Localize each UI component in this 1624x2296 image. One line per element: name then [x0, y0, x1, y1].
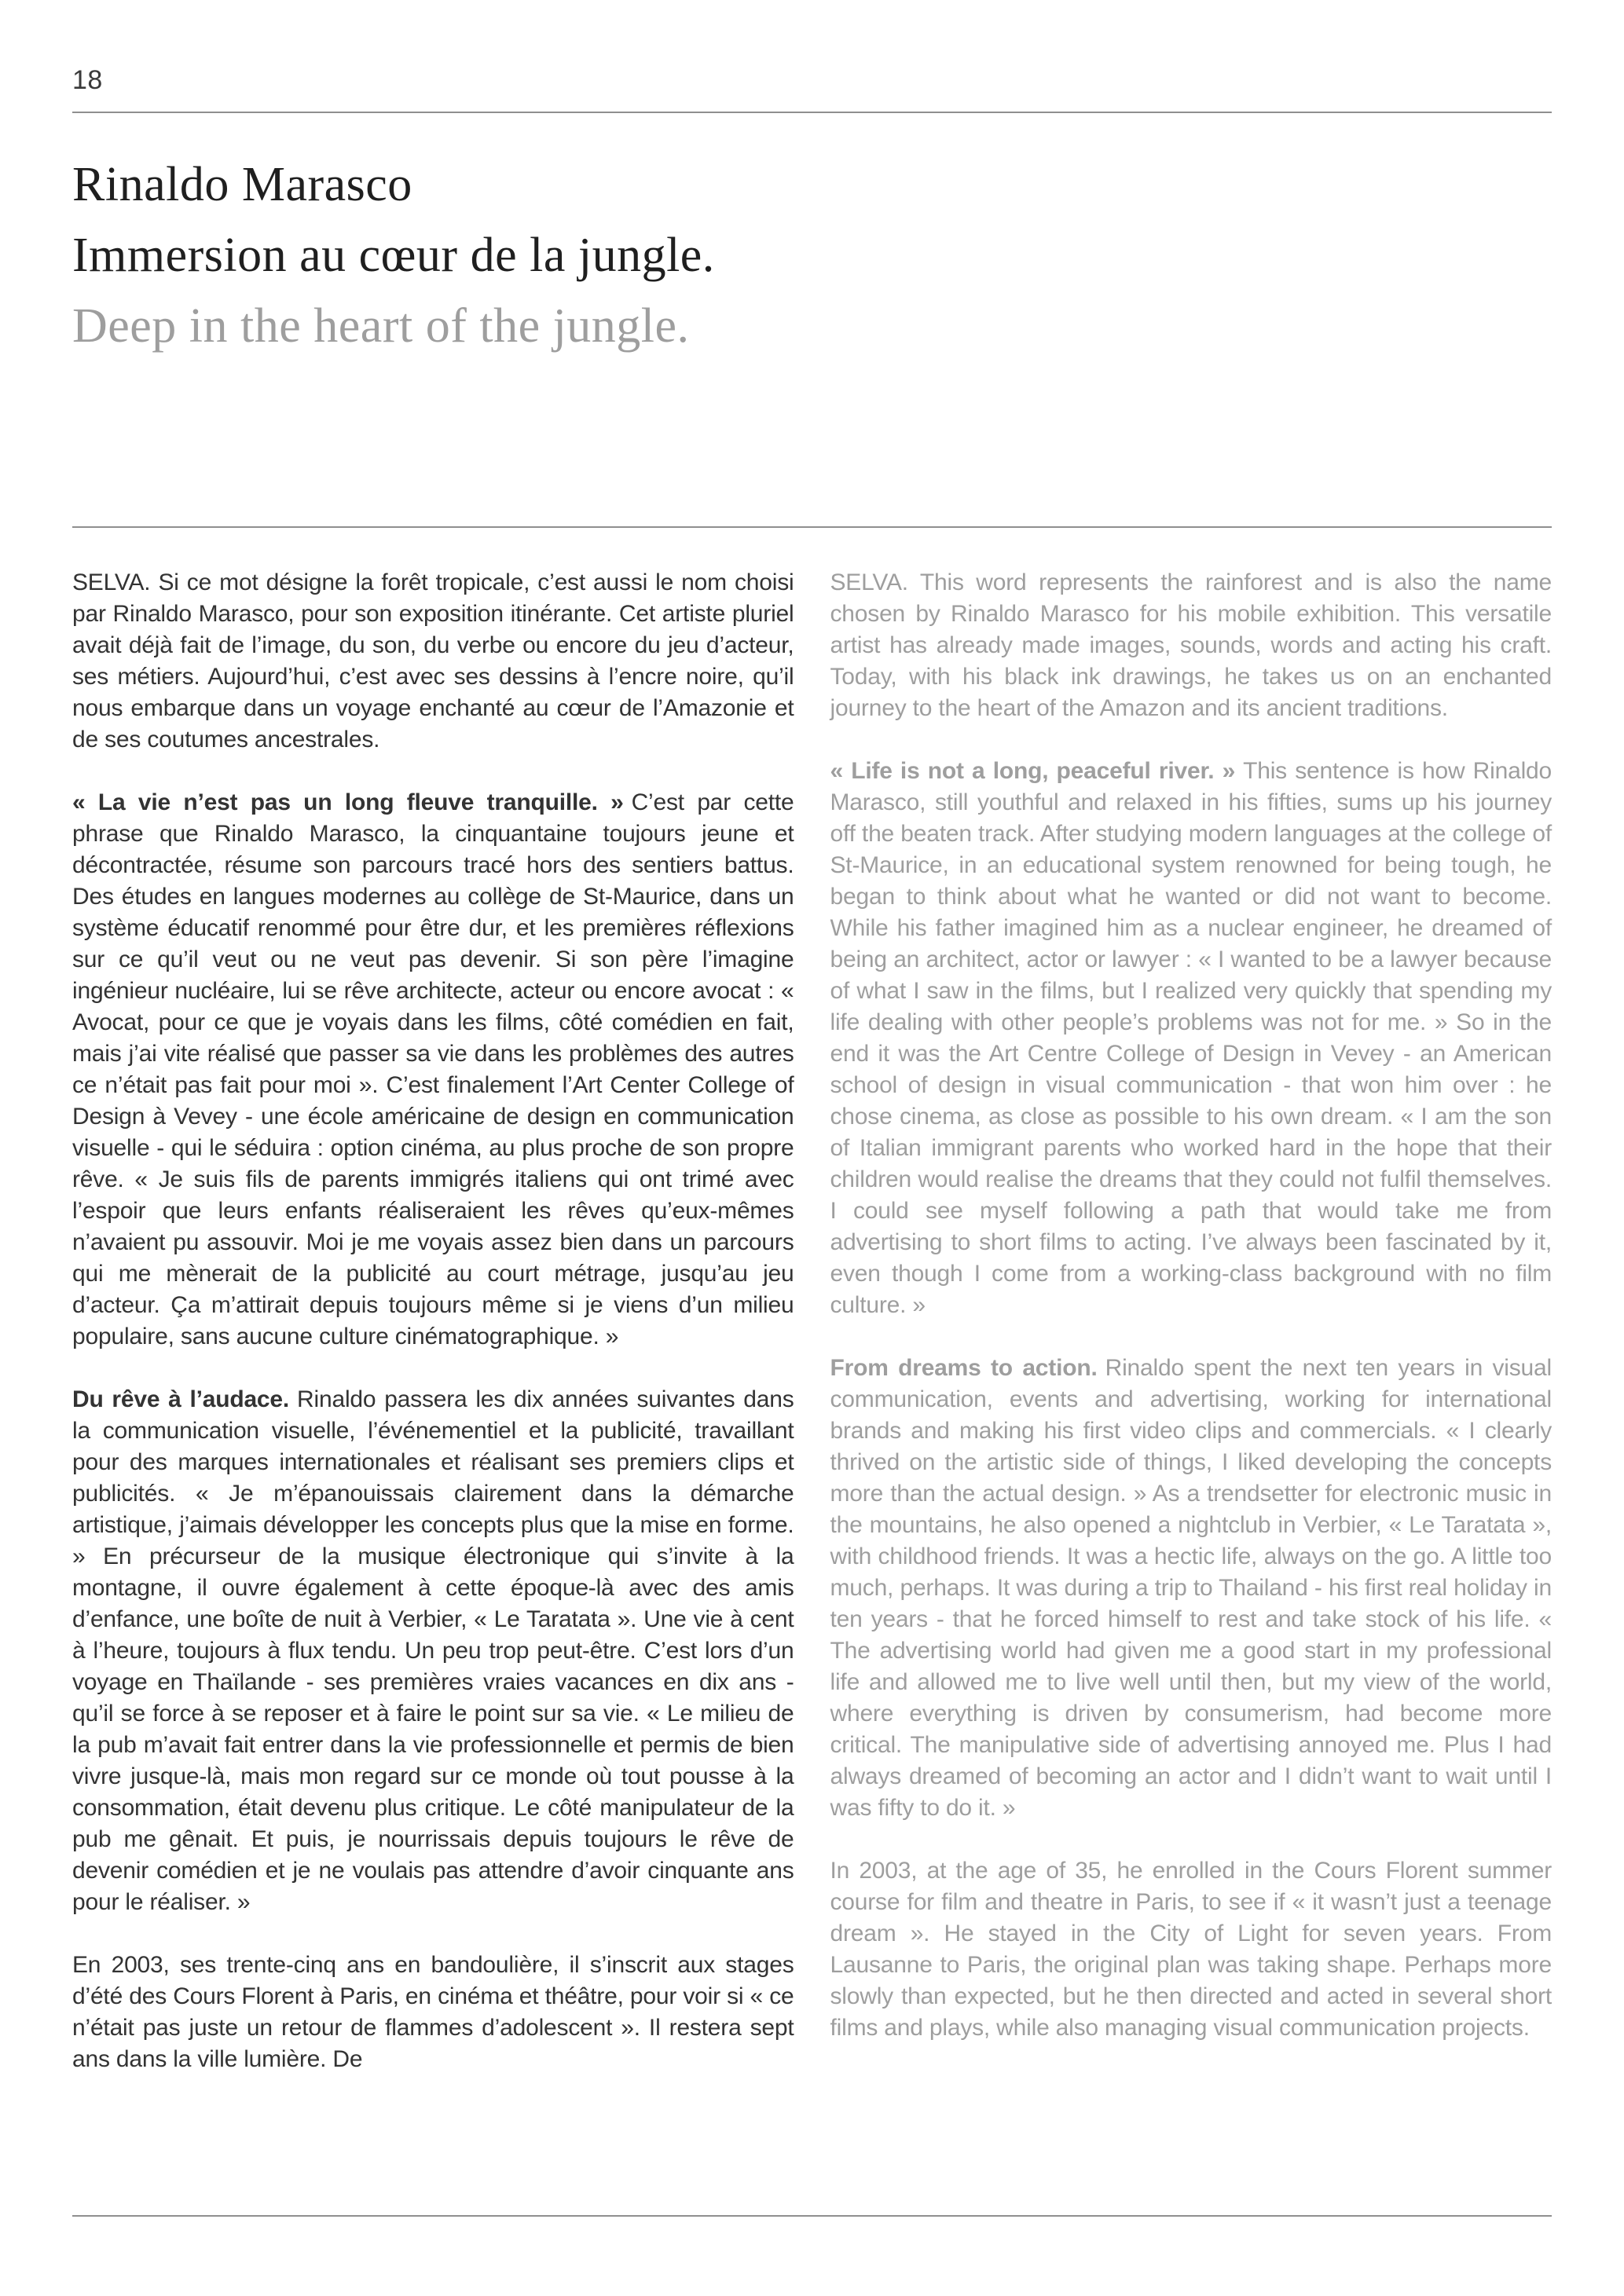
- title-french: Immersion au cœur de la jungle.: [72, 229, 715, 282]
- title-english: Deep in the heart of the jungle.: [72, 299, 690, 353]
- paragraph: SELVA. This word represents the rainforest and is also the name chosen by Rinaldo Marasco for his mobile exhibition. This versatile artist has already made images, sounds, words and acting his craft. Today, with his black ink drawings, he takes us on an enchanted journey to the heart of the Amazon and its ancient traditions.: [830, 569, 1552, 721]
- paragraph: En 2003, ses trente-cinq ans en bandoulière, il s’inscrit aux stages d’été des Cours Florent à Paris, en cinéma et théâtre, pour voir si « ce n’était pas juste un retour de flammes d’adolescent ». Il restera sept ans dans la ville lumière. De: [72, 1952, 794, 2072]
- bottom-divider: [72, 2215, 1552, 2217]
- paragraph-lead: « Life is not a long, peaceful river. »: [830, 758, 1236, 784]
- title-author: Rinaldo Marasco: [72, 158, 412, 211]
- header-divider: [72, 526, 1552, 528]
- paragraph-lead: From dreams to action.: [830, 1355, 1098, 1381]
- top-divider: [72, 112, 1552, 113]
- page-number: 18: [72, 65, 103, 95]
- paragraph: Du rêve à l’audace. Rinaldo passera les dix années suivantes dans la communication visuelle, l’événementiel et la publicité, travaillant pour des marques internationales et réalisant ses premiers clips et publicités. « Je m’épanouissais clairement dans la démarche artistique, j’aimais développer les concepts plus que la mise en forme. » En précurseur de la musique électronique qui s’invite à la montagne, il ouvre également à cette époque-là avec des amis d’enfance, une boîte de nuit à Verbier, « Le Taratata ». Une vie à cent à l’heure, toujours à flux tendu. Un peu trop peut-être. C’est lors d’un voyage en Thaïlande - ses premières vraies vacances en dix ans - qu’il se force à se reposer et à faire le point sur sa vie. « Le milieu de la pub m’avait fait entrer dans la vie professionnelle et permis de bien vivre jusque-là, mais mon regard sur ce monde où tout pousse à la consommation, était devenu plus critique. Le côté manipulateur de la pub me gênait. Et puis, je nourrissais depuis toujours le rêve de devenir comédien et je ne voulais pas attendre d’avoir cinquante ans pour le réaliser. »: [72, 1386, 794, 1915]
- english-column: [830, 567, 1553, 2075]
- paragraph: In 2003, at the age of 35, he enrolled in the Cours Florent summer course for film and theatre in Paris, to see if « it wasn’t just a teenage dream ». He stayed in the City of Light for seven years. From Lausanne to Paris, the original plan was taking shape. Perhaps more slowly than expected, but he then directed and acted in several short films and plays, while also managing visual communication projects.: [830, 1858, 1552, 2041]
- paragraph-lead: Du rêve à l’audace.: [72, 1386, 290, 1412]
- paragraph-lead: « La vie n’est pas un long fleuve tranquille. »: [72, 789, 624, 815]
- article-title-block: [72, 149, 1552, 361]
- article-body: [72, 567, 1552, 2075]
- paragraph: « La vie n’est pas un long fleuve tranquille. » C’est par cette phrase que Rinaldo Marasco, la cinquantaine toujours jeune et décontractée, résume son parcours tracé hors des sentiers battus. Des études en langues modernes au collège de St-Maurice, dans un système éducatif renommé pour être dur, et les premières réflexions sur ce qu’il veut ou ne veut pas devenir. Si son père l’imagine ingénieur nucléaire, lui se rêve architecte, acteur ou encore avocat : « Avocat, pour ce que je voyais dans les films, côté comédien en fait, mais j’ai vite réalisé que passer sa vie dans les problèmes des autres ce n’était pas fait pour moi ». C’est finalement l’Art Center College of Design à Vevey - une école américaine de design en communication visuelle - qui le séduira : option cinéma, au plus proche de son propre rêve. « Je suis fils de parents immigrés italiens qui ont trimé avec l’espoir que leurs enfants réaliseraient les rêves qu’eux-mêmes n’avaient pu assouvir. Moi je me voyais assez bien dans un parcours qui me mènerait de la publicité au court métrage, jusqu’au jeu d’acteur. Ça m’attirait depuis toujours même si je viens d’un milieu populaire, sans aucune culture cinématographique. »: [72, 789, 794, 1349]
- paragraph: From dreams to action. Rinaldo spent the next ten years in visual communication, events and advertising, working for international brands and making his first video clips and commercials. « I clearly thrived on the artistic side of things, I liked developing the concepts more than the actual design. » As a trendsetter for electronic music in the mountains, he also opened a nightclub in Verbier, « Le Taratata », with childhood friends. It was a hectic life, always on the go. A little too much, perhaps. It was during a trip to Thailand - his first real holiday in ten years - that he forced himself to rest and take stock of his life. « The advertising world had given me a good start in my professional life and allowed me to live well until then, but my view of the world, where everything is driven by consumerism, had become more critical. The manipulative side of advertising annoyed me. Plus I had always dreamed of becoming an actor and I didn’t want to wait until I was fifty to do it. »: [830, 1355, 1552, 1821]
- paragraph: SELVA. Si ce mot désigne la forêt tropicale, c’est aussi le nom choisi par Rinaldo Marasco, pour son exposition itinérante. Cet artiste pluriel avait déjà fait de l’image, du son, du verbe ou encore du jeu d’acteur, ses métiers. Aujourd’hui, c’est avec ses dessins à l’encre noire, qu’il nous embarque dans un voyage enchanté au cœur de l’Amazonie et de ses coutumes ancestrales.: [72, 569, 794, 753]
- paragraph: « Life is not a long, peaceful river. » This sentence is how Rinaldo Marasco, still youthful and relaxed in his fifties, sums up his journey off the beaten track. After studying modern languages at the college of St-Maurice, in an educational system renowned for being tough, he began to think about what he wanted or did not want to become. While his father imagined him as a nuclear engineer, he dreamed of being an architect, actor or lawyer : « I wanted to be a lawyer because of what I saw in the films, but I realized very quickly that spending my life dealing with other people’s problems was not for me. » So in the end it was the Art Centre College of Design in Vevey - an American school of design in visual communication - that won him over : he chose cinema, as close as possible to his own dream. « I am the son of Italian immigrant parents who worked hard in the hope that their children would realise the dreams that they could not fulfil themselves. I could see myself following a path that would take me from advertising to short films to acting. I’ve always been fascinated by it, even though I come from a working-class background with no film culture. »: [830, 758, 1553, 1318]
- french-column: [72, 567, 794, 2075]
